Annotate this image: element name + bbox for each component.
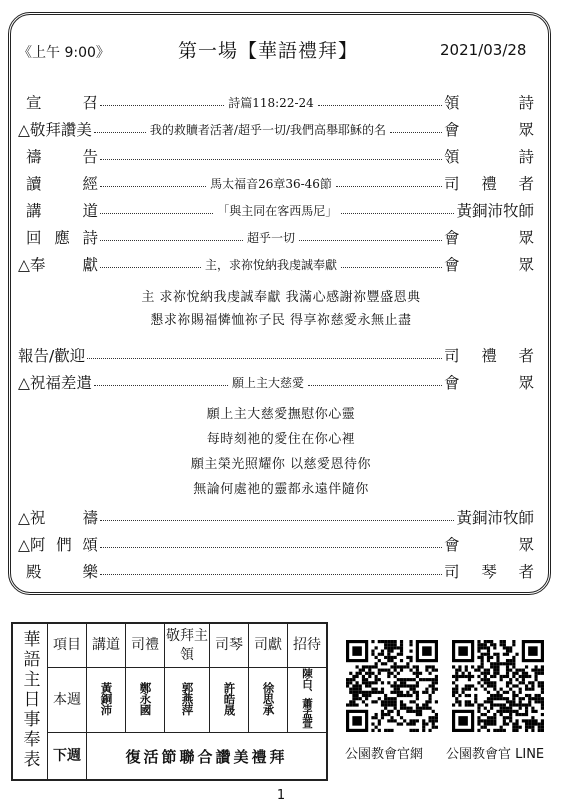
roster-header-offering: 司獻 (254, 637, 282, 653)
order-item-label: 報告/歡迎 (18, 347, 86, 365)
roster-next-week-label: 下週 (53, 747, 81, 764)
page-number: 1 (276, 788, 286, 803)
order-item-detail: 馬太福音26章36-46節 (210, 176, 332, 191)
roster-header-pianist: 司琴 (215, 637, 243, 653)
church-line-qr-code[interactable] (452, 640, 544, 732)
order-item-detail: 詩篇118:22-24 (228, 95, 314, 110)
order-item-responsible: 會 眾 (444, 121, 535, 139)
order-item (18, 171, 534, 195)
order-item (18, 198, 534, 222)
order-item-responsible: 黃銅沛牧師 (456, 509, 534, 527)
roster-next-week-note: 復活節聯合讚美禮拜 (125, 747, 288, 766)
order-item (18, 505, 534, 529)
order-item-label: △祝 禱 (18, 509, 98, 527)
order-item (18, 532, 534, 556)
order-item-responsible: 黃銅沛牧師 (456, 202, 534, 220)
roster-header-usher: 招待 (293, 637, 321, 653)
order-item-label: △祝福差遣 (18, 374, 92, 392)
church-website-qr-code[interactable] (346, 640, 438, 732)
roster-this-week-usher: 陳白、蕭孟萱 (301, 668, 313, 728)
order-item-label: 殿 樂 (26, 563, 98, 581)
order-item-label: 禱 告 (26, 148, 98, 166)
roster-header-preach: 講道 (92, 637, 120, 653)
order-item-responsible: 司 禮 者 (444, 347, 534, 365)
order-item-responsible: 會 眾 (444, 374, 534, 392)
order-item-label: △敬拜讚美 (18, 121, 92, 139)
qr-caption-line: 公園教會官 LINE (446, 747, 545, 762)
order-item-label: △阿 們 頌 (18, 536, 98, 554)
hymn-lyric-line: 懇求祢賜福憐恤祢子民 得享祢慈愛永無止盡 (150, 313, 412, 328)
order-item-label: 宣 召 (26, 94, 98, 112)
order-item-detail: 「與主同在客西馬尼」 (217, 203, 338, 218)
order-item-responsible: 會 眾 (444, 536, 534, 554)
hymn-lyric-line: 願主榮光照耀你 以慈愛恩待你 (190, 457, 372, 472)
order-item (18, 90, 534, 114)
order-item-responsible: 領 詩 (444, 148, 534, 166)
service-title: 第一場【華語禮拜】 (178, 40, 359, 62)
order-item-responsible: 領 詩 (444, 94, 535, 112)
hymn-lyric-line: 每時刻祂的愛住在你心裡 (206, 432, 356, 447)
hymn-lyric-line: 願上主大慈愛撫慰你心靈 (206, 407, 356, 422)
order-item-detail: 願上主大慈愛 (231, 375, 304, 390)
roster-header-item: 項目 (53, 637, 81, 653)
order-item-label: 講 道 (26, 202, 98, 220)
qr-caption-website: 公園教會官網 (345, 747, 424, 762)
order-item-responsible: 會 眾 (444, 229, 535, 247)
roster-this-week-liturgist: 鄭永國 (138, 681, 153, 715)
service-roster-table (11, 622, 328, 781)
hymn-lyric-line: 無論何處祂的靈都永遠伴隨你 (193, 482, 369, 497)
roster-side-title: 華語主日事奉表 (19, 629, 40, 770)
order-item-label: △奉 獻 (18, 256, 98, 274)
roster-this-week-offering: 徐思承 (261, 681, 276, 715)
service-date: 2021/03/28 (440, 41, 527, 59)
order-item (18, 144, 534, 168)
order-item-detail: 超乎一切 (247, 230, 296, 245)
order-item-label: 讀 經 (26, 175, 98, 193)
order-item-label: 回 應 詩 (26, 229, 98, 247)
roster-this-week-worship-leader: 郭燕萍 (180, 681, 195, 715)
order-item-responsible: 司 禮 者 (444, 175, 534, 193)
order-item-responsible: 司 琴 者 (444, 563, 534, 581)
roster-header-worship-leader: 敬拜主領 (166, 627, 208, 663)
hymn-lyric-line: 主 求祢悅納我虔誠奉獻 我滿心感謝祢豐盛恩典 (141, 290, 421, 305)
service-time: 《上午 9:00》 (18, 45, 110, 61)
roster-header-liturgist: 司禮 (131, 637, 159, 653)
order-item (18, 252, 534, 276)
order-item-detail: 我的救贖者活著/超乎一切/我們高舉耶穌的名 (149, 122, 387, 137)
order-item (18, 559, 534, 583)
order-item (18, 225, 534, 249)
roster-this-week-pianist: 許皓晟 (222, 681, 237, 715)
roster-this-week-label: 本週 (53, 691, 81, 708)
order-item-detail: 主，求祢悅納我虔誠奉獻 (205, 257, 338, 272)
order-item (18, 370, 534, 394)
order-item-responsible: 會 眾 (444, 256, 535, 274)
order-item (18, 343, 534, 367)
roster-this-week-preach: 黃銅沛 (99, 681, 114, 715)
order-item (18, 117, 534, 141)
